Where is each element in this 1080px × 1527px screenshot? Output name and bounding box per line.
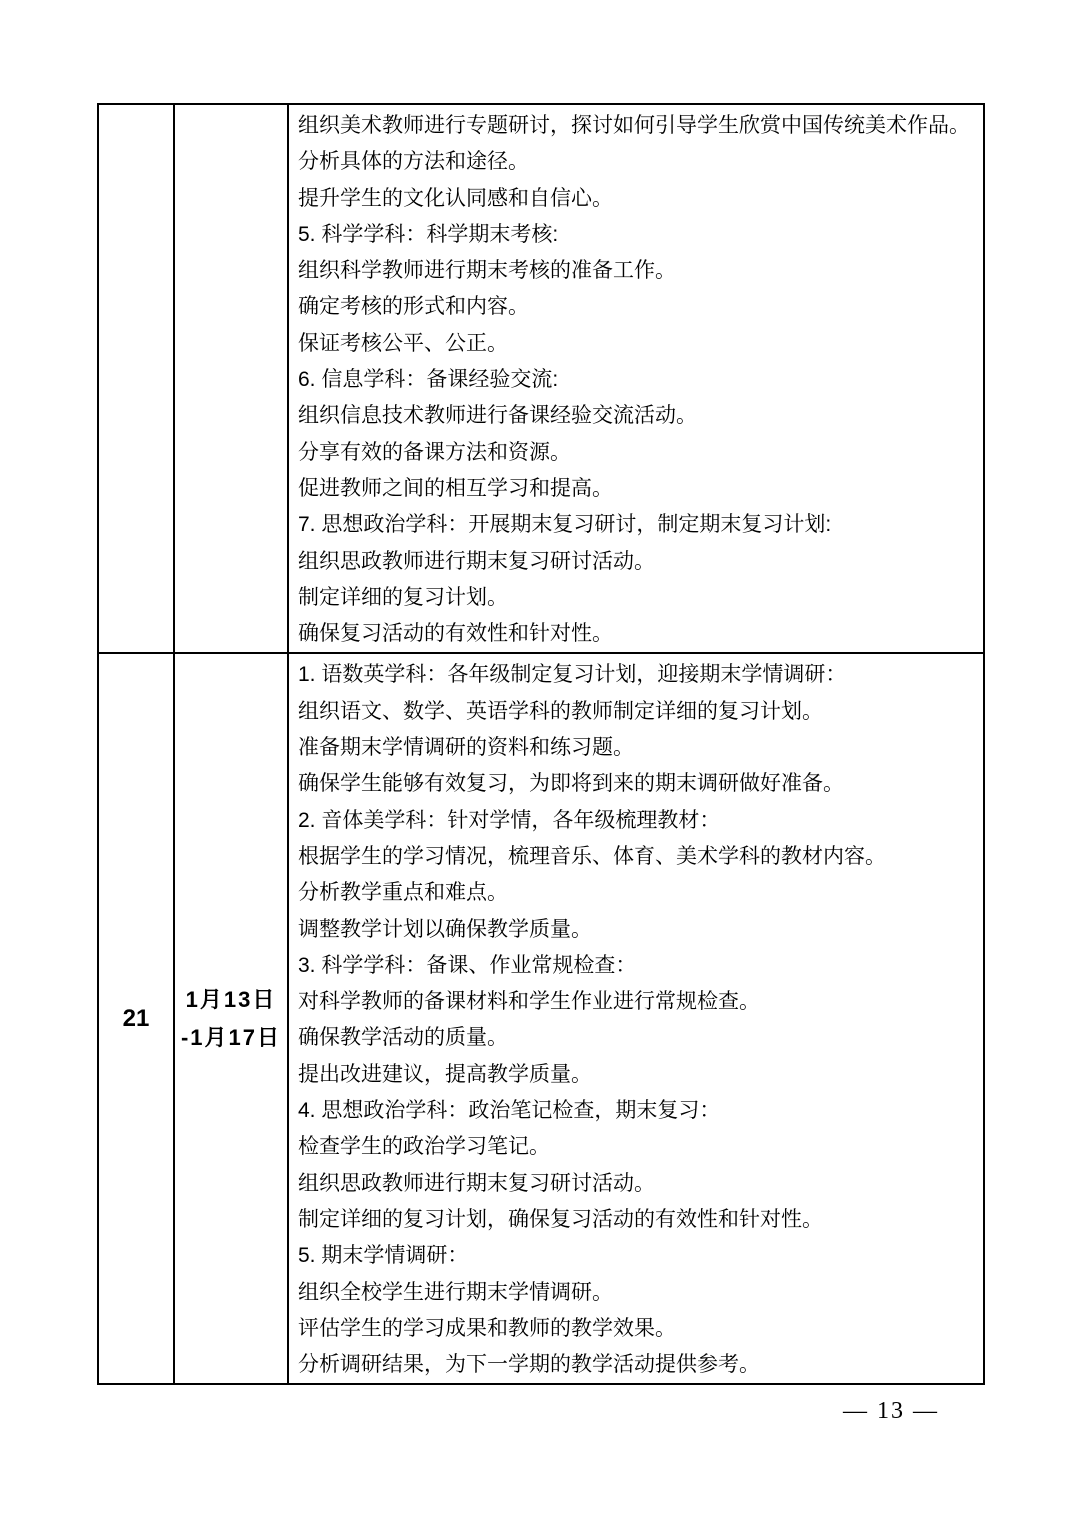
date-line: 1月13日 <box>185 986 277 1012</box>
activity-line: 3. 科学学科：备课、作业常规检查： <box>298 953 637 977</box>
activity-line: 组织语文、数学、英语学科的教师制定详细的复习计划。 <box>298 699 823 723</box>
activity-line: 制定详细的复习计划，确保复习活动的有效性和针对性。 <box>298 1207 823 1231</box>
activity-line: 组织思政教师进行期末复习研讨活动。 <box>298 549 655 573</box>
table-row <box>98 653 984 1384</box>
activity-line: 组织美术教师进行专题研讨，探讨如何引导学生欣赏中国传统美术作品。 <box>298 114 970 137</box>
date-line: -1月17日 <box>180 1024 282 1050</box>
activity-line: 2. 音体美学科：针对学情，各年级梳理教材： <box>298 808 721 832</box>
activity-line: 检查学生的政治学习笔记。 <box>298 1135 550 1159</box>
activity-line: 6. 信息学科：备课经验交流: <box>298 368 559 392</box>
activity-line: 制定详细的复习计划。 <box>298 585 508 609</box>
activity-line: 提升学生的文化认同感和自信心。 <box>298 186 613 210</box>
activity-line: 分享有效的备课方法和资源。 <box>298 440 571 464</box>
activity-line: 调整教学计划以确保教学质量。 <box>298 917 592 941</box>
activity-line: 组织信息技术教师进行备课经验交流活动。 <box>298 404 697 428</box>
activity-line: 提出改进建议，提高教学质量。 <box>298 1062 592 1086</box>
activity-line: 评估学生的学习成果和教师的教学效果。 <box>298 1316 676 1340</box>
activity-line: 促进教师之间的相互学习和提高。 <box>298 476 613 500</box>
activities-cell <box>288 104 984 653</box>
schedule-table <box>97 103 985 1385</box>
activity-line: 5. 科学学科：科学期末考核: <box>298 222 559 246</box>
week-cell <box>98 104 174 653</box>
activity-line: 分析调研结果，为下一学期的教学活动提供参考。 <box>298 1353 760 1377</box>
activity-line: 对科学教师的备课材料和学生作业进行常规检查。 <box>298 990 760 1014</box>
activity-line: 准备期末学情调研的资料和练习题。 <box>298 736 634 760</box>
activity-line: 确保学生能够有效复习，为即将到来的期末调研做好准备。 <box>298 772 844 796</box>
activity-line: 分析教学重点和难点。 <box>298 881 508 905</box>
page-number: — 13 — <box>843 1398 939 1424</box>
activity-line: 根据学生的学习情况，梳理音乐、体育、美术学科的教材内容。 <box>298 844 886 868</box>
activity-line: 分析具体的方法和途径。 <box>298 150 529 174</box>
activity-line: 保证考核公平、公正。 <box>298 331 508 355</box>
date-cell <box>174 653 288 1384</box>
date-cell <box>174 104 288 653</box>
activity-line: 确保复习活动的有效性和针对性。 <box>298 622 613 646</box>
activity-line: 确定考核的形式和内容。 <box>298 295 529 319</box>
activity-line: 1. 语数英学科：各年级制定复习计划，迎接期末学情调研： <box>298 663 847 687</box>
activity-line: 确保教学活动的质量。 <box>298 1026 508 1050</box>
activity-line: 7. 思想政治学科：开展期末复习研讨，制定期末复习计划: <box>298 513 832 537</box>
activity-line: 4. 思想政治学科：政治笔记检查，期末复习： <box>298 1099 721 1123</box>
week-cell: 21 <box>98 653 174 1384</box>
activity-line: 组织全校学生进行期末学情调研。 <box>298 1280 613 1304</box>
activity-line: 组织思政教师进行期末复习研讨活动。 <box>298 1171 655 1195</box>
table-row <box>98 104 984 653</box>
activity-line: 5. 期末学情调研： <box>298 1244 469 1268</box>
activity-line: 组织科学教师进行期末考核的准备工作。 <box>298 259 676 283</box>
activities-cell <box>288 653 984 1384</box>
